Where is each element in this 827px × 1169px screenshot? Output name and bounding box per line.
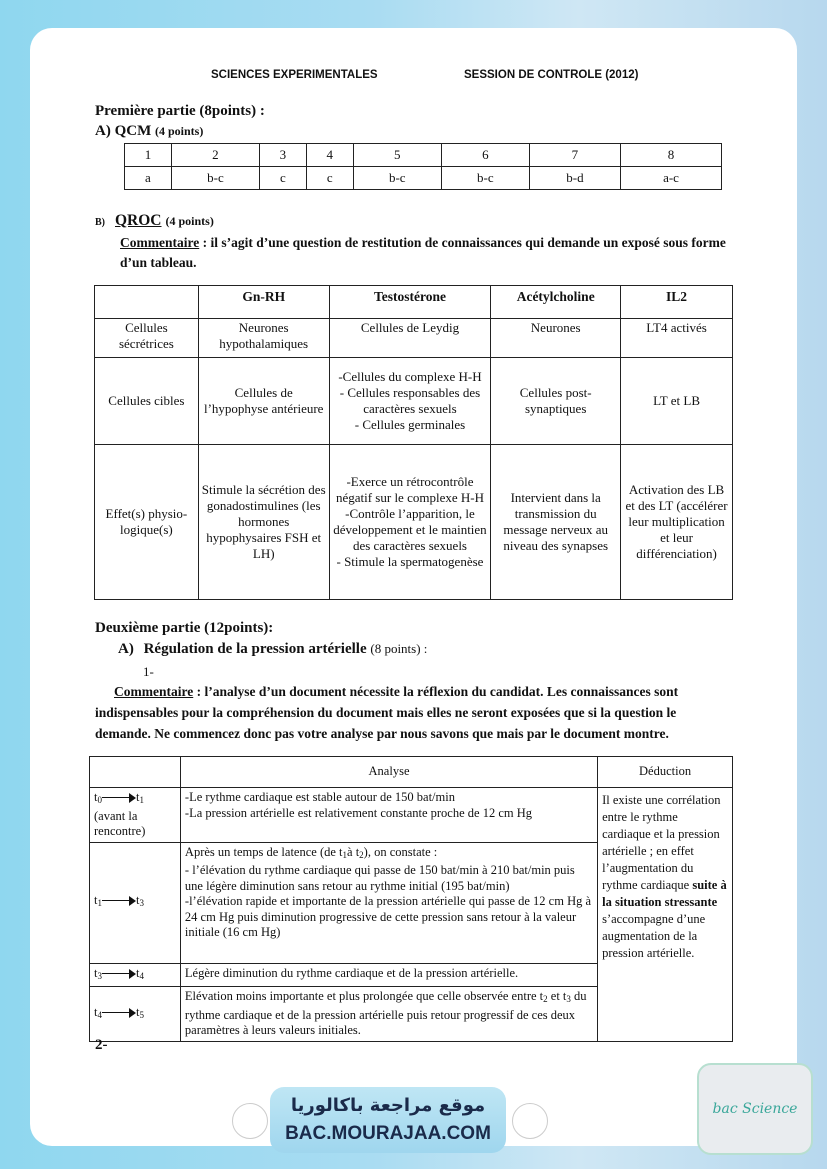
qcm-heading bbox=[95, 123, 203, 140]
analysis-after: ), on constate : bbox=[363, 844, 438, 859]
qcm-answer-cell: a bbox=[125, 167, 172, 190]
hormones-row-label: Cellules sécrétrices bbox=[95, 319, 199, 358]
hormones-header-cell bbox=[95, 286, 199, 319]
hormones-table bbox=[94, 285, 733, 600]
interval-start: t bbox=[94, 893, 98, 908]
part2-title: Deuxième partie (12points): bbox=[95, 620, 274, 636]
interval-cell bbox=[90, 987, 181, 1042]
part1-title: Première partie (8points) : bbox=[95, 103, 265, 119]
qroc-heading bbox=[95, 212, 214, 230]
interval-cell bbox=[90, 788, 181, 843]
analysis-after: du rythme cardiaque et de la pression artérielle puis retour progressif de ces deux paramètres à leurs valeurs initiales. bbox=[184, 989, 587, 1037]
analysis-mid: et t bbox=[547, 989, 567, 1003]
analysis-header-row bbox=[90, 757, 733, 788]
qcm-number-cell: 4 bbox=[306, 144, 353, 167]
qcm-number-cell: 5 bbox=[353, 144, 441, 167]
analysis-mid: à t bbox=[347, 844, 360, 859]
item-1: 1- bbox=[143, 664, 154, 679]
section-a-points: (8 points) : bbox=[370, 641, 428, 656]
hormones-cell: Cellules de Leydig bbox=[329, 319, 491, 358]
interval-end-sub: 5 bbox=[139, 1009, 144, 1020]
brand-logo: bac Science bbox=[697, 1063, 813, 1155]
qcm-number-cell: 6 bbox=[441, 144, 529, 167]
site-banner[interactable] bbox=[270, 1087, 506, 1153]
interval-start: t bbox=[94, 965, 98, 980]
interval-cell bbox=[90, 842, 181, 963]
qcm-number-cell: 2 bbox=[171, 144, 259, 167]
qroc-points: (4 points) bbox=[165, 214, 214, 228]
interval-end: t bbox=[135, 1004, 140, 1019]
deduction-cell bbox=[598, 788, 733, 1042]
qcm-answer-row bbox=[125, 167, 722, 190]
deduction-lead: Il existe une corrélation entre le rythme cardiaque et la pression artérielle ; en effet l’augmentation du rythme cardiaque bbox=[602, 793, 721, 892]
analysis-lead: Après un temps de latence (de t bbox=[184, 844, 343, 859]
qcm-answer-cell: c bbox=[259, 167, 306, 190]
hormones-row bbox=[95, 319, 733, 358]
hormones-cell: Cellules de l’hypophyse antérieure bbox=[198, 358, 329, 445]
site-url[interactable]: BAC.MOURAJAA.COM bbox=[285, 1123, 491, 1144]
interval-cell bbox=[90, 963, 181, 987]
hormones-cell: Cellules post-synaptiques bbox=[491, 358, 621, 445]
hormones-cell: LT4 activés bbox=[621, 319, 733, 358]
hormones-header-cell: IL2 bbox=[621, 286, 733, 319]
interval-start: t bbox=[94, 1004, 98, 1019]
qroc-label: QROC bbox=[115, 212, 162, 229]
qcm-answer-cell: b-c bbox=[171, 167, 259, 190]
qcm-answer-cell: b-d bbox=[529, 167, 620, 190]
arrow-right-icon bbox=[102, 793, 136, 803]
header-section: SCIENCES EXPERIMENTALES bbox=[211, 69, 378, 81]
analysis-text: - l’élévation du rythme cardiaque qui passe de 150 bat/min à 210 bat/min puis une légère diminution sans retour au rythme initial (195 bat/min) -l’élévation rapide et importante de la pression artérielle qui passe de 12 cm Hg à 24 cm Hg puis diminution progressive de cette pression sans retour à la valeur initiale (16 cm Hg) bbox=[184, 863, 592, 939]
hormones-cell: -Exerce un rétrocontrôle négatif sur le complexe H-H -Contrôle l’apparition, le développement et le maintien des caractères sexuels - Stimule la spermatogenèse bbox=[329, 445, 491, 600]
qcm-label: QCM bbox=[114, 123, 152, 139]
qcm-number-cell: 7 bbox=[529, 144, 620, 167]
qcm-answer-cell: b-c bbox=[353, 167, 441, 190]
qcm-answer-cell: b-c bbox=[441, 167, 529, 190]
analysis-header-analyse: Analyse bbox=[180, 757, 597, 788]
hormones-cell: Activation des LB et des LT (accélérer leur multiplication et leur différenciation) bbox=[621, 445, 733, 600]
interval-start: t bbox=[94, 790, 98, 804]
section-a-title: Régulation de la pression artérielle bbox=[143, 641, 367, 657]
arrow-right-icon bbox=[102, 1008, 136, 1018]
analysis-text-cell bbox=[180, 842, 597, 963]
interval-start-sub: 4 bbox=[97, 1009, 102, 1020]
qcm-number-cell: 8 bbox=[621, 144, 722, 167]
hormones-cell: LT et LB bbox=[621, 358, 733, 445]
interval-end: t bbox=[135, 965, 140, 980]
part2-commentaire-text: : l’analyse d’un document nécessite la réflexion du candidat. Les connaissances sont indispensables pour la compréhension du document mais elles ne seront exposées que si la question le demande. Ne commencez donc pas votre analyse par nous savons que mais par le document montre. bbox=[95, 684, 679, 741]
qcm-number-row bbox=[125, 144, 722, 167]
hormones-cell: Neurones bbox=[491, 319, 621, 358]
interval-start-sub: 1 bbox=[97, 898, 102, 909]
qcm-table bbox=[124, 143, 722, 190]
hormones-cell: Neurones hypothalamiques bbox=[198, 319, 329, 358]
section-a-heading bbox=[118, 641, 427, 658]
analysis-sub: 2 bbox=[543, 994, 548, 1004]
hormones-cell: -Cellules du complexe H-H - Cellules responsables des caractères sexuels - Cellules germinales bbox=[329, 358, 491, 445]
analysis-header-deduction: Déduction bbox=[598, 757, 733, 788]
item-2: 2- bbox=[95, 1037, 108, 1053]
hormones-cell: Stimule la sécrétion des gonadostimulines (les hormones hypophysaires FSH et LH) bbox=[198, 445, 329, 600]
analysis-text-cell bbox=[180, 987, 597, 1042]
qcm-prefix: A) bbox=[95, 123, 111, 139]
interval-end: t bbox=[135, 790, 140, 804]
analysis-row bbox=[90, 788, 733, 843]
qroc-commentaire-label: Commentaire bbox=[120, 235, 200, 250]
interval-start-sub: 0 bbox=[97, 795, 102, 805]
part2-commentaire-label: Commentaire bbox=[114, 684, 194, 699]
analysis-sub: 1 bbox=[342, 849, 348, 860]
deduction-tail: s’accompagne d’une augmentation de la pression artérielle. bbox=[602, 912, 706, 960]
interval-end-sub: 4 bbox=[139, 970, 144, 981]
analysis-sub: 3 bbox=[566, 994, 571, 1004]
header-session: SESSION DE CONTROLE (2012) bbox=[464, 69, 639, 81]
hormones-row bbox=[95, 445, 733, 600]
qcm-number-cell: 1 bbox=[125, 144, 172, 167]
interval-end-sub: 1 bbox=[139, 795, 144, 805]
qcm-number-cell: 3 bbox=[259, 144, 306, 167]
analysis-lead: Elévation moins importante et plus prolongée que celle observée entre t bbox=[184, 989, 544, 1003]
part2-commentaire bbox=[95, 681, 729, 744]
interval-start-sub: 3 bbox=[97, 970, 102, 981]
analysis-table bbox=[89, 756, 733, 1042]
analysis-text: Légère diminution du rythme cardiaque et de la pression artérielle. bbox=[180, 963, 597, 987]
analysis-text: -Le rythme cardiaque est stable autour de 150 bat/min -La pression artérielle est relativement constante proche de 12 cm Hg bbox=[180, 788, 597, 843]
site-logo-icon bbox=[512, 1103, 548, 1139]
qroc-commentaire bbox=[120, 233, 745, 273]
hormones-row-label: Effet(s) physio-logique(s) bbox=[95, 445, 199, 600]
qcm-answer-cell: c bbox=[306, 167, 353, 190]
hormones-cell: Intervient dans la transmission du message nerveux au niveau des synapses bbox=[491, 445, 621, 600]
analysis-header-empty bbox=[90, 757, 181, 788]
qroc-prefix: B) bbox=[95, 217, 105, 228]
hormones-row-label: Cellules cibles bbox=[95, 358, 199, 445]
arrow-right-icon bbox=[102, 896, 136, 906]
section-a-prefix: A) bbox=[118, 641, 134, 657]
qcm-points: (4 points) bbox=[155, 124, 204, 138]
site-logo-icon bbox=[232, 1103, 268, 1139]
hormones-header-row bbox=[95, 286, 733, 319]
deduction-bold: suite à la situation stressante bbox=[602, 878, 727, 909]
qroc-commentaire-text: : il s’agit d’une question de restitution de connaissances qui demande un exposé sous forme d’un tableau. bbox=[120, 235, 726, 270]
qcm-answer-cell: a-c bbox=[621, 167, 722, 190]
interval-end-sub: 3 bbox=[139, 898, 144, 909]
hormones-row bbox=[95, 358, 733, 445]
hormones-header-cell: Gn-RH bbox=[198, 286, 329, 319]
interval-end: t bbox=[135, 893, 140, 908]
site-arabic-name: موقع مراجعة باكالوريا bbox=[290, 1095, 486, 1116]
hormones-header-cell: Testostérone bbox=[329, 286, 491, 319]
interval-note: (avant la rencontre) bbox=[94, 808, 146, 838]
arrow-right-icon bbox=[102, 969, 136, 979]
hormones-header-cell: Acétylcholine bbox=[491, 286, 621, 319]
analysis-sub: 2 bbox=[359, 849, 364, 860]
